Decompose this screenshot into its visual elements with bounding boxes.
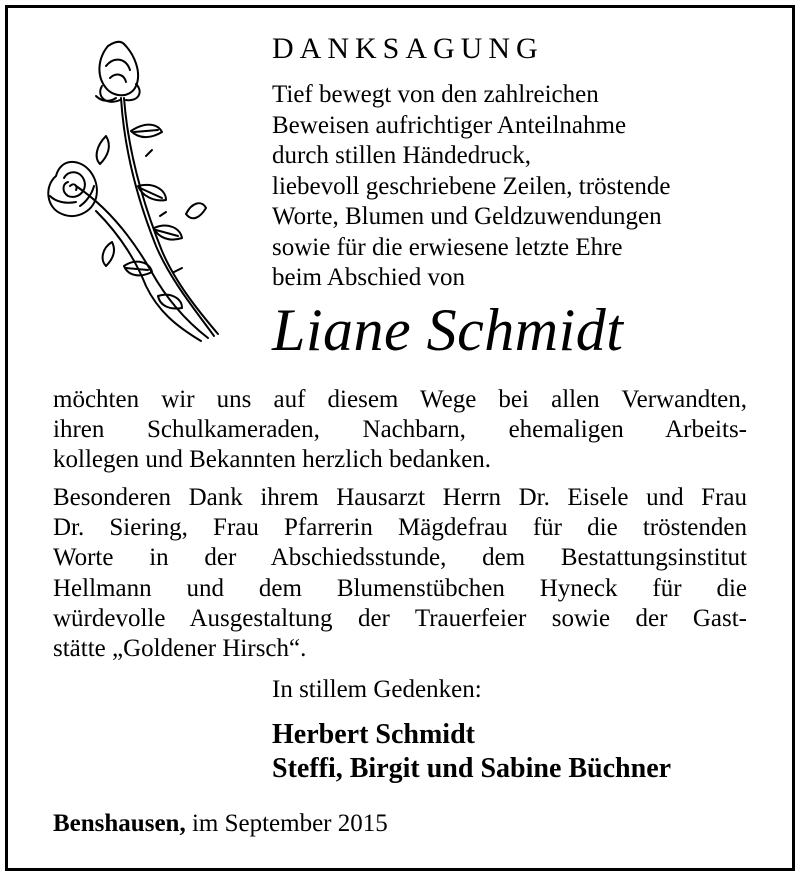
place: Benshausen, <box>53 810 186 837</box>
paragraph-line: Hellmann und dem Blumenstübchen Hyneck für die <box>53 574 747 602</box>
date: im September 2015 <box>191 810 388 837</box>
rose-illustration-icon <box>36 36 226 346</box>
paragraph-line: kollegen und Bekannten herzlich bedanken. <box>53 446 492 474</box>
intro-line: liebevoll geschriebene Zeilen, tröstende <box>272 172 671 200</box>
deceased-name: Liane Schmidt <box>272 297 624 363</box>
paragraph-line: ihren Schulkameraden, Nachbarn, ehemaligen Arbeits- <box>53 416 747 444</box>
place-and-date <box>53 810 388 838</box>
intro-line: beim Abschied von <box>272 264 466 291</box>
paragraph-line: würdevolle Ausgestaltung der Trauerfeier sowie der Gast- <box>53 604 747 632</box>
mourner-name: Steffi, Birgit und Sabine Büchner <box>272 753 672 784</box>
intro-line: sowie für die erwiesene letzte Ehre <box>272 233 623 261</box>
intro-line: Worte, Blumen und Geldzuwendungen <box>272 203 662 230</box>
intro-line: durch stillen Händedruck, <box>272 142 531 169</box>
mourners-list <box>272 718 671 786</box>
intro-text <box>272 80 670 294</box>
paragraph-line: möchten wir uns auf diesem Wege bei allen Verwandten, <box>53 386 747 413</box>
closing-phrase: In stillem Gedenken: <box>272 676 482 703</box>
thanks-paragraph-2 <box>53 483 747 664</box>
paragraph-line: stätte „Goldener Hirsch“. <box>53 634 307 662</box>
paragraph-line: Besonderen Dank ihrem Hausarzt Herrn Dr. Eisele und Frau <box>53 484 747 511</box>
intro-line: Beweisen aufrichtiger Anteilnahme <box>272 111 627 139</box>
notice-title: DANKSAGUNG <box>272 32 544 65</box>
intro-line: Tief bewegt von den zahlreichen <box>272 81 599 108</box>
thanks-paragraph-1 <box>53 385 747 476</box>
mourner-name: Herbert Schmidt <box>272 719 475 750</box>
paragraph-line: Dr. Siering, Frau Pfarrerin Mägdefrau für die tröstenden <box>53 514 747 542</box>
paragraph-line: Worte in der Abschiedsstunde, dem Bestattungsinstitut <box>53 544 747 572</box>
